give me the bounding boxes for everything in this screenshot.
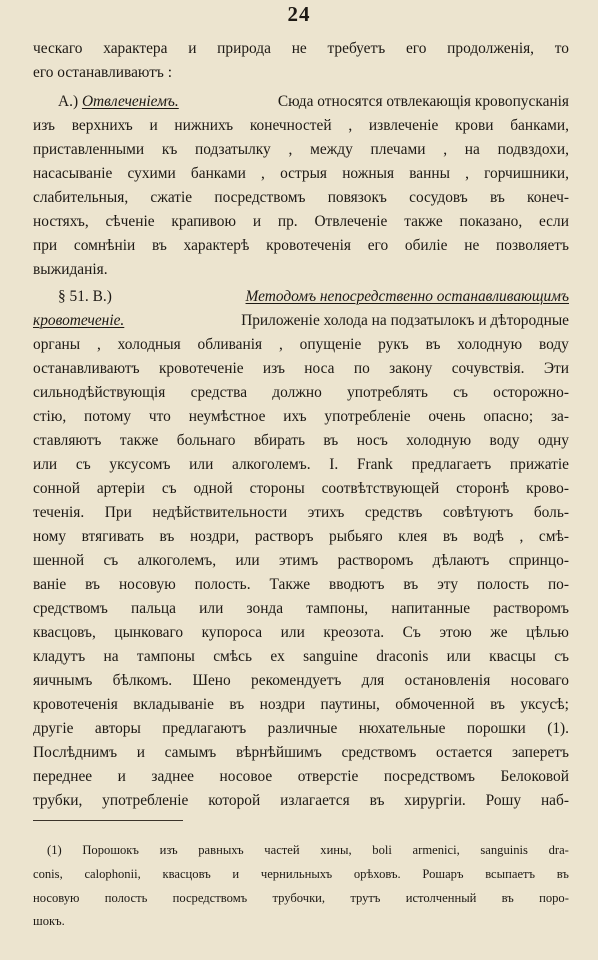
word: въ	[403, 576, 419, 593]
word: и	[252, 213, 262, 230]
word: если	[538, 213, 569, 230]
word: съ	[554, 648, 569, 665]
word: вкладываніе	[133, 696, 214, 713]
word: что	[148, 408, 171, 425]
word: стороны	[249, 480, 305, 497]
text-line	[33, 187, 569, 209]
word: поро-	[539, 891, 569, 905]
section-marker: А.)	[58, 93, 82, 110]
word: трубки,	[33, 792, 83, 809]
word: заднее	[151, 768, 195, 785]
text-line	[33, 526, 569, 548]
text-line	[33, 334, 569, 356]
word: изъ	[262, 360, 285, 377]
text-line	[33, 574, 569, 596]
word: Также	[269, 576, 311, 593]
word: и	[117, 768, 126, 785]
word: алкоголемъ,	[137, 552, 217, 569]
word: armenici,	[412, 843, 460, 857]
word: квасцовъ	[162, 867, 211, 881]
text-fragment: Сюда относятся отвлекающія кровопусканія	[277, 93, 569, 110]
word: и	[232, 867, 240, 881]
word: ноздри	[259, 696, 306, 713]
word: Эти	[543, 360, 569, 377]
word: ихъ	[283, 408, 307, 425]
word: смѣ-	[538, 528, 569, 545]
word: носоваго	[510, 672, 569, 689]
word: Белоковой	[500, 768, 569, 785]
word: холодныя	[117, 336, 181, 353]
word: органы	[33, 336, 81, 353]
word: между	[310, 141, 353, 158]
word: въ	[159, 528, 175, 545]
word: чернильныхъ	[260, 867, 333, 881]
word: ваніе	[33, 576, 67, 593]
word: соотвѣтствующей	[321, 480, 440, 497]
word: sanguine	[303, 648, 358, 665]
word: то	[554, 40, 569, 57]
word: наб-	[540, 792, 569, 809]
word: сонной	[33, 480, 80, 497]
word: растворъ	[254, 528, 314, 545]
footnote-line	[47, 840, 569, 861]
word: бѣлкомъ.	[112, 672, 173, 689]
word: повязокъ	[327, 189, 387, 206]
word: конеч-	[527, 189, 569, 206]
word: кровотеченія	[33, 696, 118, 713]
word: употребленіе	[324, 408, 411, 425]
word: сочувствія.	[451, 360, 525, 377]
word: носовую	[33, 891, 80, 905]
word: и	[188, 40, 197, 57]
text-line	[33, 598, 569, 620]
word: calophonii,	[84, 867, 141, 881]
word: потому	[84, 408, 132, 425]
word: растворомъ	[337, 552, 414, 569]
word: и	[136, 744, 145, 761]
word: для	[361, 672, 385, 689]
section-heading: Методомъ непосредственно останавливающимъ	[245, 288, 569, 305]
text-line: выжиданія.	[33, 261, 108, 278]
word: или	[199, 600, 224, 617]
word: Съ	[402, 624, 421, 641]
word: въ	[490, 696, 505, 713]
word: пр.	[277, 213, 298, 230]
word: I.	[329, 456, 339, 473]
section-marker: § 51. В.)	[58, 288, 112, 305]
word: посредствомъ	[214, 189, 306, 206]
word: осторожно-	[493, 384, 569, 401]
word: обливанія	[197, 336, 263, 353]
word: также	[404, 213, 443, 230]
word: къ	[161, 141, 178, 158]
word: При	[104, 504, 132, 521]
word: хины,	[320, 843, 352, 857]
word: артеріи	[96, 480, 145, 497]
word: draconis	[376, 648, 429, 665]
word: кладутъ	[33, 648, 86, 665]
word: ческаго	[33, 40, 83, 57]
word: посредствомъ	[172, 891, 248, 905]
word: теченія.	[33, 504, 85, 521]
word: прижатіе	[509, 456, 569, 473]
text-line	[33, 235, 569, 257]
word: на	[103, 648, 119, 665]
word: равныхъ	[198, 843, 244, 857]
text-line	[33, 694, 569, 716]
word: ,	[443, 141, 448, 158]
word: характера	[103, 40, 168, 57]
word: горчишники,	[484, 165, 569, 182]
word: показано,	[459, 213, 523, 230]
word: сжатіе	[150, 189, 193, 206]
word: этихъ	[307, 504, 345, 521]
word: различные	[267, 720, 338, 737]
word: вѣрнѣйшимъ	[235, 744, 322, 761]
word: паутины,	[320, 696, 380, 713]
word: креозота.	[323, 624, 385, 641]
footnote-rule	[33, 820, 183, 821]
word: ставляютъ	[33, 432, 102, 449]
word: также	[119, 432, 159, 449]
word: истолченный	[405, 891, 477, 905]
word: носовое	[219, 768, 273, 785]
word: полость	[104, 891, 148, 905]
word: банками	[190, 165, 246, 182]
text-line	[33, 646, 569, 668]
word: сторонѣ	[456, 480, 510, 497]
word: извлеченіе	[368, 117, 439, 134]
word: употребленіе	[102, 792, 189, 809]
text-line: его останавливаютъ :	[33, 64, 173, 81]
word: рыбьяго	[329, 528, 383, 545]
text-line	[33, 550, 569, 572]
word: стію,	[33, 408, 67, 425]
text-line	[33, 358, 569, 380]
word: смѣсь	[213, 648, 252, 665]
word: съ	[75, 456, 91, 473]
word: предлагаетъ	[411, 456, 492, 473]
word: подвздохи,	[497, 141, 569, 158]
word: Послѣднимъ	[33, 744, 118, 761]
word: вбирать	[253, 432, 305, 449]
word: одну	[537, 432, 569, 449]
word: остановленія	[404, 672, 491, 689]
word: носъ	[356, 432, 388, 449]
word: ноздри,	[189, 528, 240, 545]
text-line	[33, 382, 569, 404]
word: втягивать	[81, 528, 144, 545]
word: купороса	[201, 624, 263, 641]
word: съ	[453, 384, 468, 401]
word: ,	[348, 117, 353, 134]
word: водѣ	[473, 528, 504, 545]
text-line	[33, 454, 569, 476]
word: острыя	[280, 165, 328, 182]
word: банками,	[510, 117, 569, 134]
word: съ	[161, 480, 177, 497]
word: дѣлаютъ	[432, 552, 490, 569]
text-line	[33, 430, 569, 452]
text-line	[33, 163, 569, 185]
word: этимъ	[278, 552, 319, 569]
word: ,	[288, 141, 293, 158]
word: сухими	[127, 165, 176, 182]
word: закону	[389, 360, 433, 377]
word: продолженія,	[447, 40, 535, 57]
word: по-	[547, 576, 569, 593]
word: сильнодѣйствующія	[33, 384, 166, 401]
word: цынковаго	[114, 624, 184, 641]
word: sanguinis	[480, 843, 528, 857]
word: кровотеченіе	[158, 360, 244, 377]
word: должно	[272, 384, 322, 401]
word: неумѣстное	[188, 408, 266, 425]
word: въ	[501, 891, 514, 905]
word: Рошу	[485, 792, 522, 809]
word: этою	[439, 624, 472, 641]
section-heading: кровотеченіе.	[33, 312, 125, 329]
word: Отвлеченіе	[314, 213, 388, 230]
word: ex	[270, 648, 285, 665]
word: (1)	[47, 843, 62, 857]
word: рекомендуетъ	[251, 672, 342, 689]
word: холодную	[457, 336, 523, 353]
word: обмоченной	[395, 696, 475, 713]
word: заперетъ	[511, 744, 569, 761]
word: другіе	[33, 720, 74, 737]
word: на	[464, 141, 480, 158]
word: средствъ	[364, 504, 423, 521]
word: боль-	[533, 504, 569, 521]
word: обиліе	[404, 237, 448, 254]
word: ножныя	[342, 165, 395, 182]
word: приставленными	[33, 141, 145, 158]
word: алкоголемъ.	[232, 456, 311, 473]
word: по	[353, 360, 370, 377]
word: клея	[398, 528, 428, 545]
word: квасцы	[489, 648, 536, 665]
word: шенной	[33, 552, 85, 569]
word: авторы	[94, 720, 141, 737]
word: напитанные	[391, 600, 471, 617]
word: квасцовъ,	[33, 624, 96, 641]
word: ,	[96, 336, 101, 353]
word: больнаго	[176, 432, 236, 449]
word: ,	[465, 165, 469, 182]
text-line	[33, 790, 569, 812]
word: при	[33, 237, 58, 254]
word: ному	[33, 528, 67, 545]
word: же	[490, 624, 508, 641]
word: трубочки,	[272, 891, 326, 905]
word: крапивою	[171, 213, 237, 230]
word: за-	[550, 408, 569, 425]
word: эту	[437, 576, 459, 593]
word: предлагаютъ	[162, 720, 247, 737]
word: переднее	[33, 768, 93, 785]
text-line	[33, 622, 569, 644]
text-line	[33, 310, 569, 332]
word: полость.	[194, 576, 251, 593]
word: остается	[436, 744, 493, 761]
word: опущеніе	[299, 336, 362, 353]
word: недѣйствительности	[152, 504, 288, 521]
word: въ	[369, 792, 385, 809]
word: вводютъ	[329, 576, 385, 593]
word: и	[149, 117, 158, 134]
word: самымъ	[164, 744, 217, 761]
text-line	[33, 502, 569, 524]
footnote-line	[33, 864, 569, 885]
word: уксусомъ	[109, 456, 171, 473]
word: или	[280, 624, 305, 641]
word: употреблять	[347, 384, 428, 401]
word: одной	[193, 480, 233, 497]
word: его	[405, 40, 427, 57]
text-line	[33, 139, 569, 161]
word: или	[33, 456, 58, 473]
word: Шено	[192, 672, 231, 689]
word: хирургіи.	[404, 792, 466, 809]
word: или	[235, 552, 260, 569]
word: ,	[278, 336, 283, 353]
word: не	[464, 237, 480, 254]
text-line	[58, 91, 569, 113]
section-heading: Отвлеченіемъ.	[81, 93, 179, 110]
word: (1).	[547, 720, 569, 737]
word: орѣховъ.	[353, 867, 401, 881]
word: ,	[519, 528, 524, 545]
word: средствомъ	[341, 744, 417, 761]
word: плечами	[370, 141, 426, 158]
word: тампоны,	[306, 600, 369, 617]
text-line	[33, 742, 569, 764]
word: Frank	[356, 456, 393, 473]
word: излагается	[280, 792, 350, 809]
word: верхнихъ	[71, 117, 133, 134]
word: сомнѣніи	[73, 237, 136, 254]
word: требуетъ	[327, 40, 386, 57]
word: средства	[190, 384, 248, 401]
word: останавливаютъ	[33, 360, 140, 377]
word: отверстіе	[297, 768, 359, 785]
word: характерѣ	[183, 237, 250, 254]
word: или	[189, 456, 214, 473]
word: подзатылку	[195, 141, 271, 158]
word: его	[367, 237, 389, 254]
word: Порошокъ	[82, 843, 139, 857]
word: конечностей	[249, 117, 332, 134]
word: dra-	[548, 843, 569, 857]
text-line	[33, 766, 569, 788]
word: рукъ	[378, 336, 409, 353]
word: зонда	[246, 600, 284, 617]
word: въ	[229, 696, 245, 713]
word: сѣченіе	[105, 213, 155, 230]
text-line	[58, 286, 569, 308]
word: трутъ	[350, 891, 381, 905]
text-line	[33, 211, 569, 233]
word: цѣлью	[526, 624, 569, 641]
word: насасываніе	[33, 165, 113, 182]
word: ностяхъ,	[33, 213, 89, 230]
text-line	[33, 718, 569, 740]
word: носовую	[118, 576, 176, 593]
word: крови	[455, 117, 494, 134]
text-line	[33, 478, 569, 500]
text-line	[33, 406, 569, 428]
word: ванны	[409, 165, 450, 182]
word: полость	[476, 576, 530, 593]
word: въ	[489, 189, 505, 206]
word: посредствомъ	[383, 768, 475, 785]
word: boli	[372, 843, 392, 857]
word: совѣтуютъ	[442, 504, 514, 521]
word: тампоны	[136, 648, 195, 665]
text-line	[33, 115, 569, 137]
word: изъ	[33, 117, 56, 134]
word: conis,	[33, 867, 63, 881]
word: не	[291, 40, 307, 57]
word: въ	[442, 528, 458, 545]
footnote-line: шокъ.	[33, 914, 65, 928]
word: воду	[538, 336, 569, 353]
word: воду	[489, 432, 520, 449]
word: средствомъ	[33, 600, 108, 617]
word: растворомъ	[493, 600, 569, 617]
word: частей	[264, 843, 300, 857]
word: крово-	[526, 480, 569, 497]
word: сосудовъ	[409, 189, 468, 206]
footnote-line	[33, 888, 569, 909]
word: опасно;	[483, 408, 534, 425]
text-line	[33, 38, 569, 60]
word: въ	[323, 432, 339, 449]
word: въ	[556, 867, 569, 881]
word: кровотеченія	[266, 237, 351, 254]
word: которой	[208, 792, 261, 809]
word: пальца	[131, 600, 176, 617]
word: слабительныя,	[33, 189, 129, 206]
word: въ	[85, 576, 101, 593]
word: Рошаръ	[422, 867, 464, 881]
word: яичнымъ	[33, 672, 93, 689]
word: или	[446, 648, 471, 665]
word: носа	[304, 360, 335, 377]
word: ,	[261, 165, 265, 182]
word: спринцо-	[508, 552, 569, 569]
text-fragment: Приложеніе холода на подзатылокъ и дѣтородные	[241, 312, 569, 329]
word: нижнихъ	[174, 117, 234, 134]
word: очень	[428, 408, 466, 425]
word: уксусѣ;	[520, 696, 569, 713]
word: позволяетъ	[496, 237, 569, 254]
word: всыпаетъ	[485, 867, 536, 881]
word: съ	[103, 552, 119, 569]
word: холодную	[406, 432, 472, 449]
word: природа	[217, 40, 271, 57]
word: изъ	[159, 843, 178, 857]
word: въ	[152, 237, 167, 254]
page-number: 24	[287, 2, 311, 26]
word: порошки	[466, 720, 526, 737]
word: въ	[425, 336, 441, 353]
word: нюхательные	[358, 720, 446, 737]
text-line	[33, 670, 569, 692]
